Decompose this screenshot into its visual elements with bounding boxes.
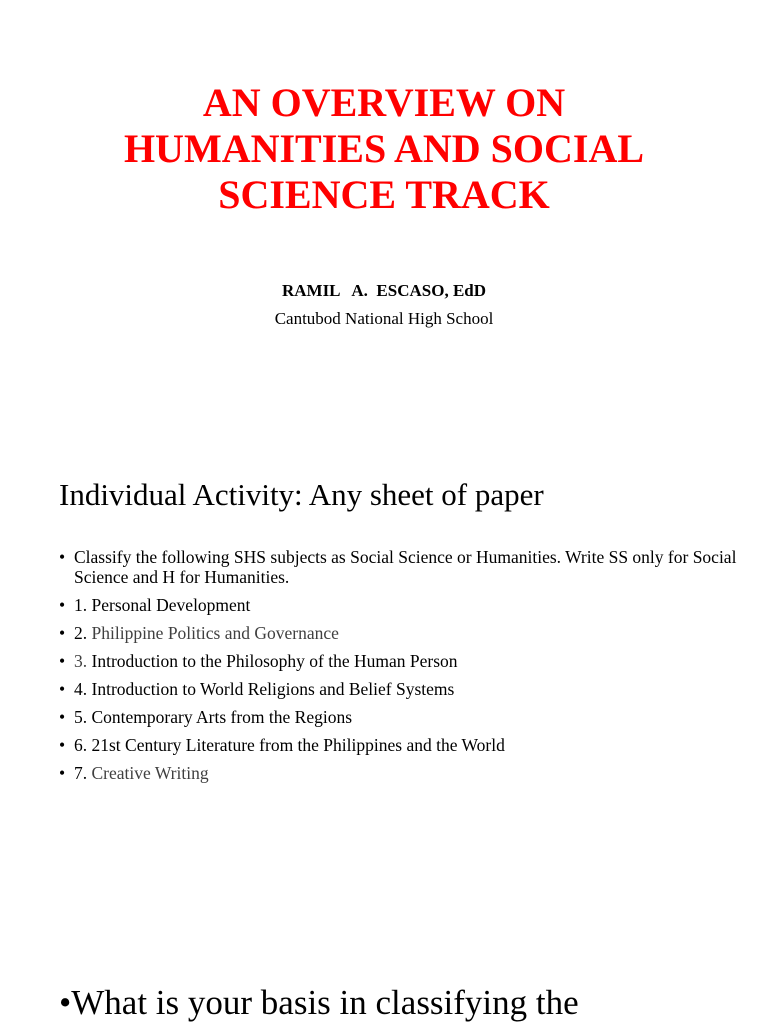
list-item-number: 3.	[74, 651, 88, 671]
list-item	[59, 547, 739, 587]
list-item	[59, 679, 739, 699]
slide-title-line: SCIENCE TRACK	[218, 172, 550, 217]
question-text: •What is your basis in classifying the	[59, 983, 579, 1022]
bullet-icon: •	[59, 763, 66, 783]
list-item-number: 5.	[74, 707, 88, 727]
author-name: RAMIL A. ESCASO, EdD	[281, 281, 487, 300]
question-slide	[0, 950, 768, 1024]
activity-heading: Individual Activity: Any sheet of paper	[59, 477, 544, 512]
list-item-number: 2.	[74, 623, 88, 643]
list-item	[59, 707, 739, 727]
bullet-icon: •	[59, 623, 66, 643]
list-item	[59, 735, 739, 755]
bullet-icon: •	[59, 679, 66, 699]
slide-title-line: HUMANITIES AND SOCIAL	[123, 126, 645, 171]
list-item-text: Creative Writing	[91, 763, 209, 783]
subject-list	[59, 547, 739, 791]
list-item-text: Introduction to the Philosophy of the Human Person	[91, 651, 458, 671]
bullet-icon: •	[59, 651, 66, 671]
list-item-number: 6.	[74, 735, 88, 755]
list-item-text: 21st Century Literature from the Philippines and the World	[91, 735, 505, 755]
slide-title	[0, 80, 768, 218]
activity-slide	[0, 440, 768, 820]
bullet-icon: •	[59, 595, 66, 615]
list-item	[59, 623, 739, 643]
list-item-text: Introduction to World Religions and Belief Systems	[91, 679, 455, 699]
slide-title-line: AN OVERVIEW ON	[202, 80, 566, 125]
list-item-number: 4.	[74, 679, 88, 699]
bullet-icon: •	[59, 735, 66, 755]
list-item-text: Contemporary Arts from the Regions	[91, 707, 353, 727]
list-item	[59, 595, 739, 615]
list-item-number: 1.	[74, 595, 88, 615]
list-item-number: 7.	[74, 763, 88, 783]
list-item	[59, 763, 739, 783]
school-name: Cantubod National High School	[274, 309, 494, 328]
bullet-icon: •	[59, 707, 66, 727]
title-slide	[0, 0, 768, 440]
list-item	[59, 651, 739, 671]
list-item-text: Philippine Politics and Governance	[91, 623, 339, 643]
list-item-text: Personal Development	[91, 595, 251, 615]
list-item-text: Classify the following SHS subjects as Social Science or Humanities. Write SS only for Social Science and H for Humanities.	[74, 547, 737, 587]
bullet-icon: •	[59, 547, 66, 567]
